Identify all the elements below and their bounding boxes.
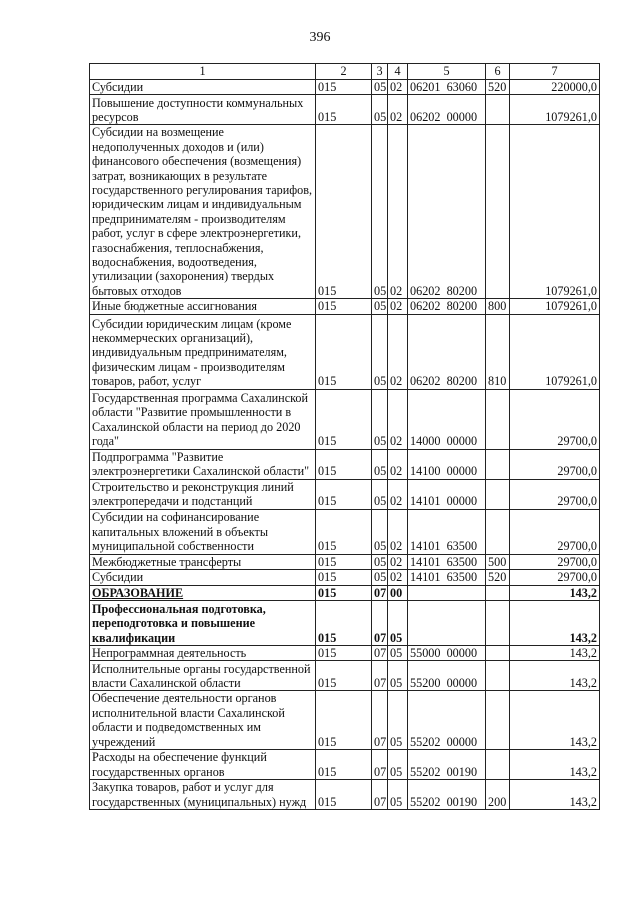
row-subsection-code: 02 <box>388 314 408 389</box>
row-amount: 29700,0 <box>510 449 600 479</box>
row-section-code: 07 <box>372 661 388 691</box>
row-ministry-code: 015 <box>316 691 372 750</box>
table-row <box>90 389 600 449</box>
row-ministry-code: 015 <box>316 554 372 569</box>
row-ministry-code: 015 <box>316 661 372 691</box>
row-expense-type-code <box>486 691 510 750</box>
row-subsection-code: 02 <box>388 125 408 299</box>
header-col-6: 6 <box>486 64 510 80</box>
row-target-code: 14101 63500 <box>408 554 486 569</box>
row-subsection-code: 05 <box>388 645 408 660</box>
row-subsection-code: 02 <box>388 389 408 449</box>
row-expense-type-code: 500 <box>486 554 510 569</box>
row-expense-type-code: 520 <box>486 570 510 585</box>
row-ministry-code: 015 <box>316 80 372 95</box>
row-expense-type-code <box>486 749 510 779</box>
table-row <box>90 509 600 554</box>
header-col-2: 2 <box>316 64 372 80</box>
row-description: Субсидии <box>90 570 316 585</box>
row-expense-type-code: 800 <box>486 299 510 314</box>
row-amount: 143,2 <box>510 645 600 660</box>
table-row <box>90 691 600 750</box>
row-subsection-code: 02 <box>388 95 408 125</box>
row-section-code: 07 <box>372 779 388 809</box>
row-amount: 29700,0 <box>510 570 600 585</box>
table-row <box>90 80 600 95</box>
row-description: Закупка товаров, работ и услуг для государственных (муниципальных) нужд <box>90 779 316 809</box>
table-row <box>90 554 600 569</box>
row-ministry-code: 015 <box>316 389 372 449</box>
row-subsection-code: 02 <box>388 449 408 479</box>
row-expense-type-code: 200 <box>486 779 510 809</box>
row-subsection-code: 02 <box>388 570 408 585</box>
row-target-code: 14101 63500 <box>408 570 486 585</box>
row-description: Государственная программа Сахалинской области "Развитие промышленности в Сахалинской области на период до 2020 года" <box>90 389 316 449</box>
row-target-code: 55202 00190 <box>408 779 486 809</box>
row-section-code: 07 <box>372 600 388 645</box>
row-expense-type-code <box>486 585 510 600</box>
row-expense-type-code: 520 <box>486 80 510 95</box>
row-amount: 143,2 <box>510 585 600 600</box>
row-target-code: 14000 00000 <box>408 389 486 449</box>
row-subsection-code: 00 <box>388 585 408 600</box>
row-expense-type-code <box>486 661 510 691</box>
row-target-code: 14101 00000 <box>408 479 486 509</box>
row-target-code: 06201 63060 <box>408 80 486 95</box>
budget-table <box>89 63 600 810</box>
table-row <box>90 585 600 600</box>
table-row <box>90 125 600 299</box>
row-section-code: 05 <box>372 95 388 125</box>
row-amount: 1079261,0 <box>510 314 600 389</box>
row-expense-type-code: 810 <box>486 314 510 389</box>
row-subsection-code: 05 <box>388 749 408 779</box>
row-amount: 143,2 <box>510 600 600 645</box>
row-description: Профессиональная подготовка, переподготовка и повышение квалификации <box>90 600 316 645</box>
row-amount: 143,2 <box>510 691 600 750</box>
row-description: Иные бюджетные ассигнования <box>90 299 316 314</box>
row-section-code: 07 <box>372 691 388 750</box>
page-number: 396 <box>309 30 331 45</box>
row-description: ОБРАЗОВАНИЕ <box>90 585 316 600</box>
row-ministry-code: 015 <box>316 314 372 389</box>
row-amount: 143,2 <box>510 749 600 779</box>
table-row <box>90 779 600 809</box>
row-ministry-code: 015 <box>316 479 372 509</box>
row-subsection-code: 05 <box>388 600 408 645</box>
row-section-code: 05 <box>372 80 388 95</box>
row-section-code: 07 <box>372 645 388 660</box>
row-description: Субсидии на софинансирование капитальных вложений в объекты муниципальной собственности <box>90 509 316 554</box>
table-row <box>90 449 600 479</box>
row-subsection-code: 05 <box>388 691 408 750</box>
header-col-4: 4 <box>388 64 408 80</box>
row-target-code <box>408 585 486 600</box>
table-row <box>90 600 600 645</box>
header-col-1: 1 <box>90 64 316 80</box>
row-ministry-code: 015 <box>316 95 372 125</box>
table-row <box>90 661 600 691</box>
row-description: Субсидии на возмещение недополученных доходов и (или) финансового обеспечения (возмещения) затрат, возникающих в результате государственного регулирования тарифов, юридическим лицам и индивидуальным предпринимателям - производителям работ, услуг в сфере электроэнергетики, газоснабжения, теплоснабжения, водоснабжения, водоотведения, утилизации (захоронения) твердых бытовых отходов <box>90 125 316 299</box>
row-section-code: 05 <box>372 554 388 569</box>
row-ministry-code: 015 <box>316 570 372 585</box>
row-target-code: 55200 00000 <box>408 661 486 691</box>
row-description: Непрограммная деятельность <box>90 645 316 660</box>
header-col-3: 3 <box>372 64 388 80</box>
row-target-code <box>408 600 486 645</box>
row-description: Строительство и реконструкция линий электропередачи и подстанций <box>90 479 316 509</box>
row-section-code: 05 <box>372 299 388 314</box>
row-ministry-code: 015 <box>316 125 372 299</box>
row-expense-type-code <box>486 125 510 299</box>
table-row <box>90 749 600 779</box>
row-target-code: 55202 00000 <box>408 691 486 750</box>
row-description: Межбюджетные трансферты <box>90 554 316 569</box>
row-target-code: 06202 00000 <box>408 95 486 125</box>
row-expense-type-code <box>486 479 510 509</box>
row-ministry-code: 015 <box>316 779 372 809</box>
row-target-code: 06202 80200 <box>408 125 486 299</box>
row-amount: 29700,0 <box>510 479 600 509</box>
row-amount: 29700,0 <box>510 509 600 554</box>
row-target-code: 14101 63500 <box>408 509 486 554</box>
header-col-7: 7 <box>510 64 600 80</box>
row-ministry-code: 015 <box>316 600 372 645</box>
row-section-code: 07 <box>372 749 388 779</box>
row-amount: 143,2 <box>510 779 600 809</box>
row-subsection-code: 05 <box>388 661 408 691</box>
row-amount: 29700,0 <box>510 389 600 449</box>
row-section-code: 05 <box>372 314 388 389</box>
row-section-code: 05 <box>372 570 388 585</box>
row-target-code: 55202 00190 <box>408 749 486 779</box>
header-row <box>90 64 600 80</box>
table-row <box>90 299 600 314</box>
row-description: Повышение доступности коммунальных ресурсов <box>90 95 316 125</box>
row-target-code: 14100 00000 <box>408 449 486 479</box>
row-description: Субсидии юридическим лицам (кроме некоммерческих организаций), индивидуальным предпринимателям, физическим лицам - производителям товаров, работ, услуг <box>90 314 316 389</box>
row-amount: 220000,0 <box>510 80 600 95</box>
row-subsection-code: 02 <box>388 554 408 569</box>
row-section-code: 05 <box>372 509 388 554</box>
table-row <box>90 95 600 125</box>
table-row <box>90 479 600 509</box>
row-section-code: 05 <box>372 449 388 479</box>
row-ministry-code: 015 <box>316 449 372 479</box>
row-amount: 29700,0 <box>510 554 600 569</box>
row-section-code: 05 <box>372 125 388 299</box>
table-row <box>90 570 600 585</box>
row-description: Субсидии <box>90 80 316 95</box>
header-col-5: 5 <box>408 64 486 80</box>
row-expense-type-code <box>486 449 510 479</box>
row-section-code: 05 <box>372 389 388 449</box>
row-ministry-code: 015 <box>316 645 372 660</box>
row-ministry-code: 015 <box>316 749 372 779</box>
row-description: Обеспечение деятельности органов исполнительной власти Сахалинской области и подведомственных им учреждений <box>90 691 316 750</box>
row-ministry-code: 015 <box>316 585 372 600</box>
row-description: Исполнительные органы государственной власти Сахалинской области <box>90 661 316 691</box>
row-subsection-code: 02 <box>388 479 408 509</box>
table-body <box>90 80 600 810</box>
row-amount: 1079261,0 <box>510 125 600 299</box>
row-amount: 1079261,0 <box>510 95 600 125</box>
row-amount: 143,2 <box>510 661 600 691</box>
table-row <box>90 314 600 389</box>
row-subsection-code: 02 <box>388 299 408 314</box>
row-expense-type-code <box>486 645 510 660</box>
row-section-code: 05 <box>372 479 388 509</box>
row-description: Подпрограмма "Развитие электроэнергетики Сахалинской области" <box>90 449 316 479</box>
row-amount: 1079261,0 <box>510 299 600 314</box>
row-subsection-code: 05 <box>388 779 408 809</box>
table-row <box>90 645 600 660</box>
row-ministry-code: 015 <box>316 299 372 314</box>
row-description: Расходы на обеспечение функций государственных органов <box>90 749 316 779</box>
row-subsection-code: 02 <box>388 80 408 95</box>
row-expense-type-code <box>486 600 510 645</box>
row-ministry-code: 015 <box>316 509 372 554</box>
row-expense-type-code <box>486 509 510 554</box>
row-target-code: 55000 00000 <box>408 645 486 660</box>
row-expense-type-code <box>486 95 510 125</box>
row-expense-type-code <box>486 389 510 449</box>
row-subsection-code: 02 <box>388 509 408 554</box>
row-target-code: 06202 80200 <box>408 299 486 314</box>
row-section-code: 07 <box>372 585 388 600</box>
row-target-code: 06202 80200 <box>408 314 486 389</box>
